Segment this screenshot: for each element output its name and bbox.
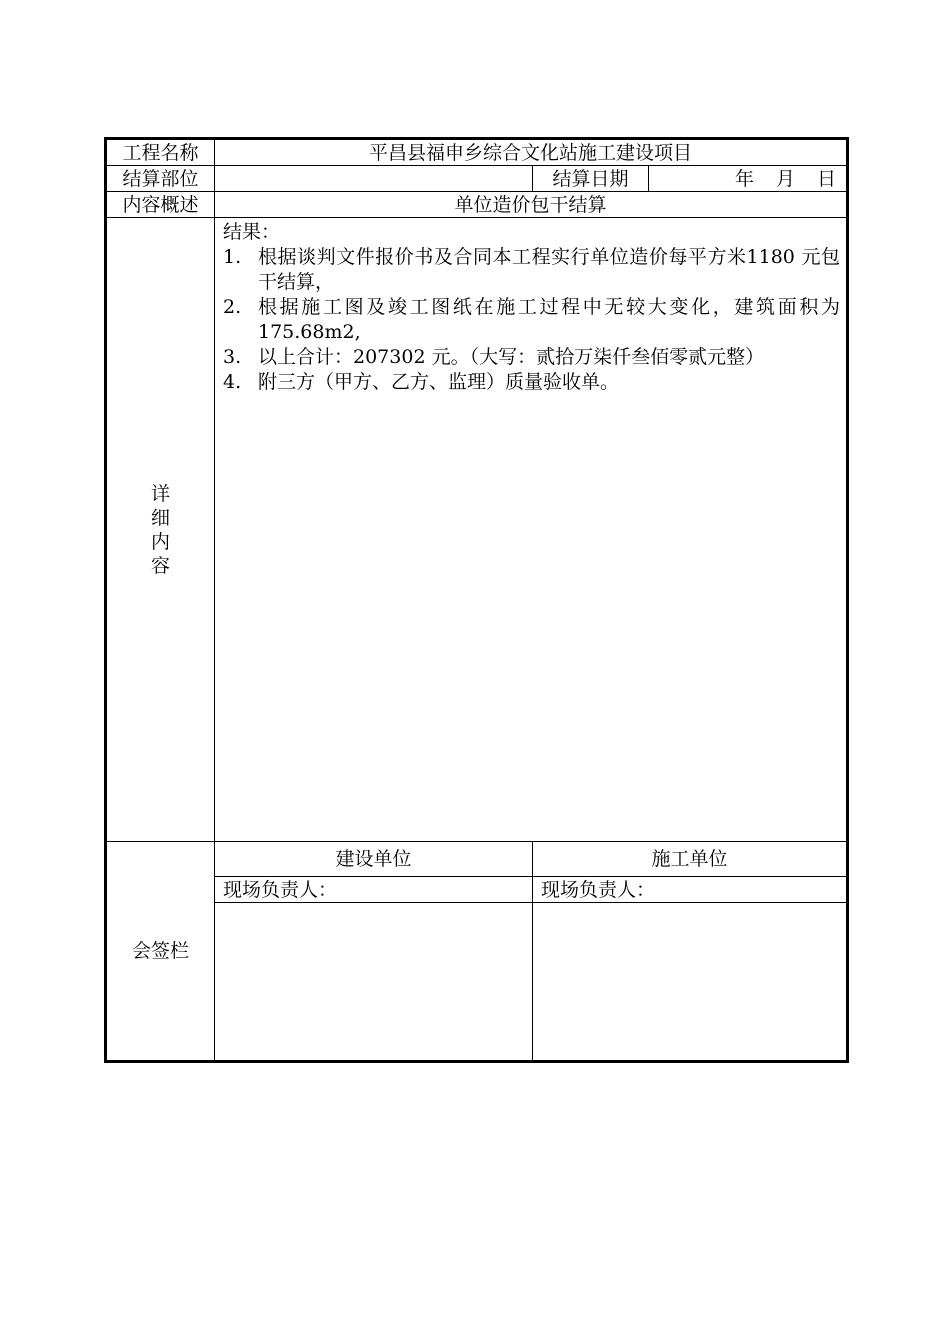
list-item-text: 根据谈判文件报价书及合同本工程实行单位造价每平方米1180 元包干结算， xyxy=(258,246,841,293)
list-item-number: 4. xyxy=(223,371,242,393)
date-day: 日 xyxy=(817,167,837,190)
details-label-char: 细 xyxy=(150,506,170,529)
details-label xyxy=(106,218,215,842)
details-label-char: 详 xyxy=(150,482,170,505)
list-item-text: 以上合计：207302 元。（大写：贰拾万柒仟叁佰零贰元整） xyxy=(258,346,765,368)
list-item-text: 根据施工图及竣工图纸在施工过程中无较大变化，建筑面积为 175.68m2, xyxy=(258,296,841,343)
settlement-part-row xyxy=(106,166,848,192)
project-name-value: 平昌县福申乡综合文化站施工建设项目 xyxy=(215,139,848,166)
list-item xyxy=(223,245,840,295)
contractor-unit-label: 施工单位 xyxy=(533,842,848,877)
summary-value: 单位造价包干结算 xyxy=(215,192,848,218)
project-name-label: 工程名称 xyxy=(106,139,215,166)
list-item-number: 3. xyxy=(223,346,242,368)
details-content xyxy=(215,218,848,842)
signature-label: 会签栏 xyxy=(106,842,215,1062)
list-item xyxy=(223,370,840,395)
settlement-part-label: 结算部位 xyxy=(106,166,215,192)
details-row xyxy=(106,218,848,842)
settlement-form xyxy=(104,137,849,1063)
construction-unit-label: 建设单位 xyxy=(215,842,533,877)
construction-signature-area xyxy=(215,903,533,1062)
list-item xyxy=(223,345,840,370)
project-name-row xyxy=(106,139,848,166)
site-manager-row xyxy=(106,877,848,903)
signature-header-row xyxy=(106,842,848,877)
details-list xyxy=(223,245,840,395)
summary-label: 内容概述 xyxy=(106,192,215,218)
date-year: 年 xyxy=(734,167,754,190)
summary-row xyxy=(106,192,848,218)
settlement-part-value xyxy=(215,166,533,192)
contractor-signature-area xyxy=(533,903,848,1062)
signature-space-row xyxy=(106,903,848,1062)
date-month: 月 xyxy=(775,167,795,190)
settlement-date-label: 结算日期 xyxy=(533,166,649,192)
list-item-text: 附三方（甲方、乙方、监理）质量验收单。 xyxy=(258,371,620,393)
construction-site-manager-label: 现场负责人： xyxy=(215,877,533,903)
list-item-number: 1. xyxy=(223,246,242,268)
settlement-date-value xyxy=(649,166,848,192)
list-item-number: 2. xyxy=(223,296,242,318)
details-label-char: 容 xyxy=(150,554,170,577)
details-heading: 结果： xyxy=(223,221,281,243)
details-label-char: 内 xyxy=(150,530,170,553)
list-item xyxy=(223,295,840,345)
contractor-site-manager-label: 现场负责人： xyxy=(533,877,848,903)
